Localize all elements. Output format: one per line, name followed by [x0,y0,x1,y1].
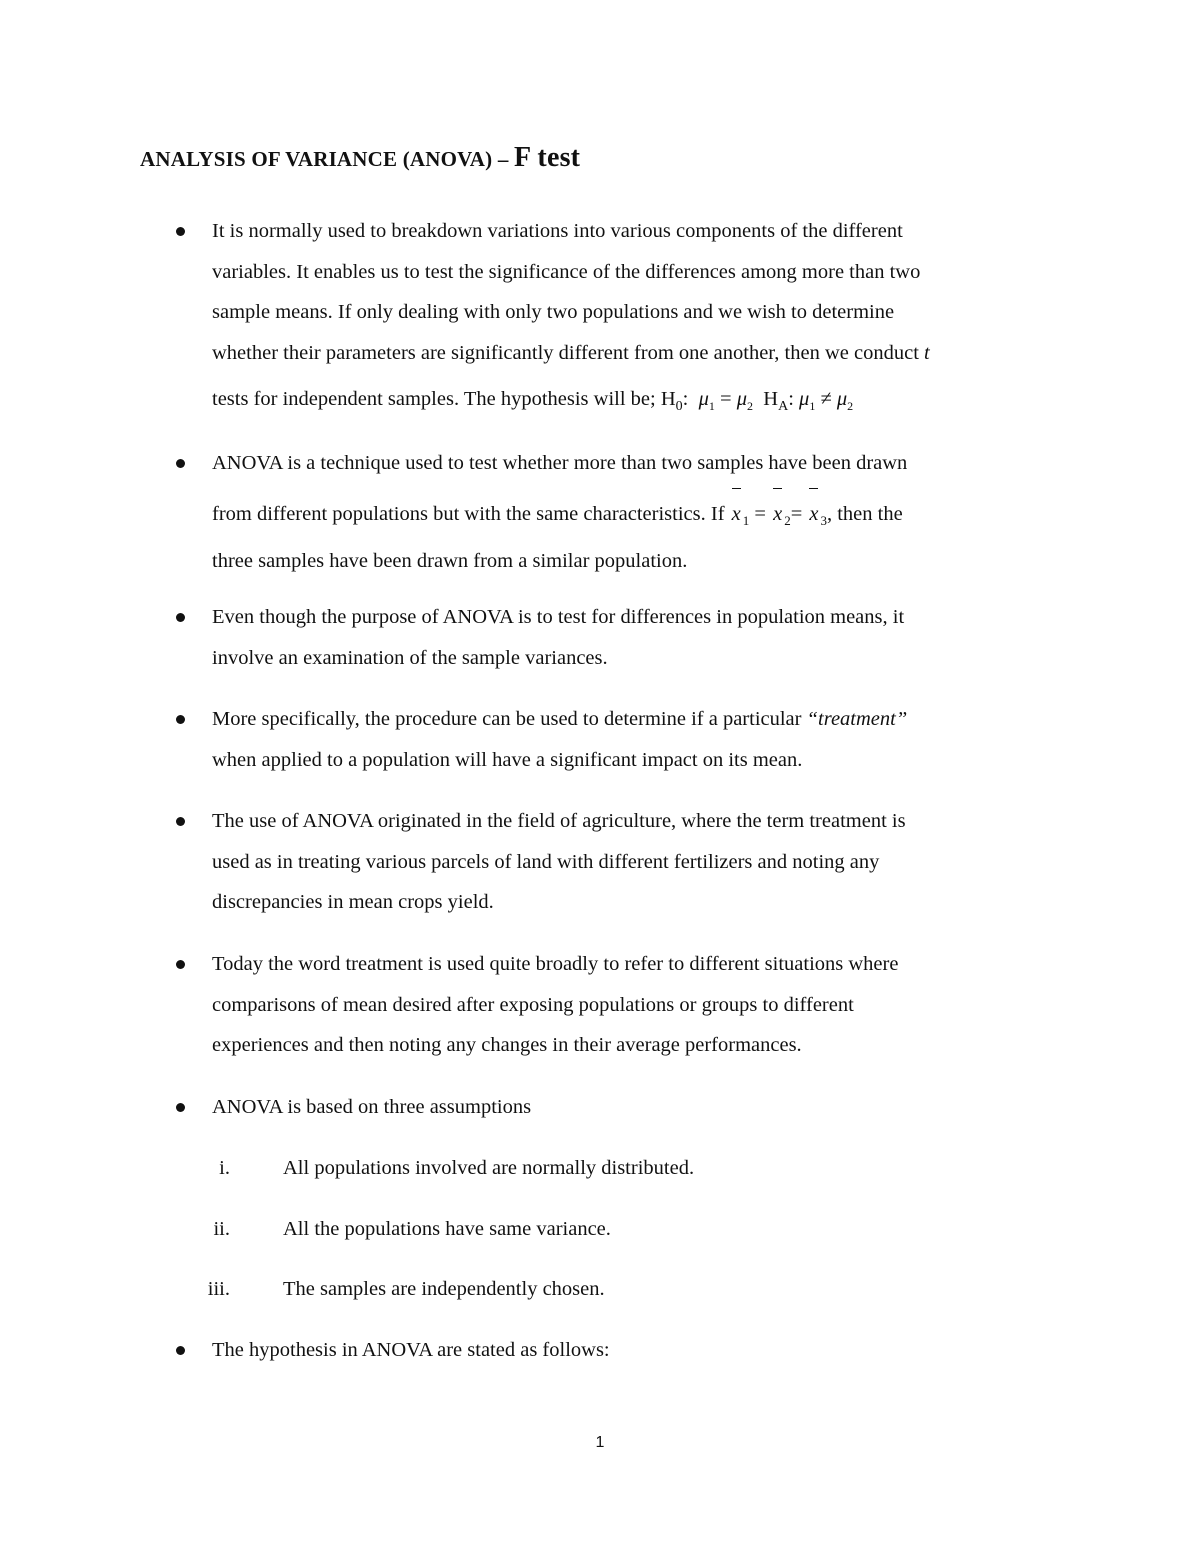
bullet-icon [176,715,185,724]
equals-sign: = [720,388,732,410]
title-main: ANALYSIS OF VARIANCE (ANOVA) – [140,147,514,171]
bullet-text [212,801,1042,923]
bullet-text [212,597,1042,678]
mu-subscript: 1 [708,399,715,414]
bullet-icon [176,613,185,622]
assumption-text: The samples are independently chosen. [283,1278,605,1300]
text-line: ANOVA is a technique used to test whether more than two samples have been drawn [212,452,908,474]
text-segment: More specifically, the procedure can be used to determine if a particular [212,708,807,730]
bullet-icon [176,459,185,468]
text-line: Today the word treatment is used quite broadly to refer to different situations where [212,953,899,975]
bullet-text [212,1330,1042,1371]
t-symbol: t [924,341,930,364]
roman-numeral: i. [219,1157,230,1179]
bullet-text [212,1087,1042,1128]
bullet-icon [176,960,185,969]
treatment-italic: “treatment” [806,708,908,730]
text-line: sample means. If only dealing with only two populations and we wish to determine [212,301,895,323]
mu-symbol: μ [736,388,748,410]
document-title [140,142,580,174]
assumption-text: All the populations have same variance. [283,1218,611,1240]
x-subscript: 2 [784,512,791,528]
x-bar-symbol: x [807,494,820,535]
text-line: ANOVA is based on three assumptions [212,1096,532,1118]
text-line: The use of ANOVA originated in the field of agriculture, where the term treatment is [212,810,906,832]
text-line [212,699,1042,740]
x-bar-symbol: x [730,494,743,535]
mu-subscript: 2 [747,399,754,414]
text-line: It is normally used to breakdown variations into various components of the different [212,220,903,242]
bullet-text [212,699,1042,780]
x-bar-symbol: x [771,494,784,535]
ha-letter: H [763,388,779,410]
text-line: when applied to a population will have a significant impact on its mean. [212,748,803,771]
text-segment: tests for independent samples. The hypothesis will be; H [212,388,676,410]
mu-symbol: μ [836,388,848,410]
text-line: involve an examination of the sample variances. [212,646,608,669]
x-subscript: 1 [742,512,750,528]
text-line: experiences and then noting any changes in their average performances. [212,1034,802,1056]
title-emphasis: F test [513,142,581,173]
text-segment: from different populations but with the same characteristics. If [212,502,725,525]
x-subscript: 3 [820,512,827,528]
bullet-text [212,443,1042,582]
text-line: comparisons of mean desired after exposing populations or groups to different [212,993,854,1016]
bullet-icon [176,1103,185,1112]
equation-line [212,494,1042,542]
hypothesis-line [212,379,1042,428]
roman-numeral: ii. [213,1218,230,1240]
ha-subscript: A [778,399,789,415]
text-line: three samples have been drawn from a similar population. [212,550,688,573]
text-line: used as in treating various parcels of land with different fertilizers and noting any [212,850,880,873]
assumption-text: All populations involved are normally distributed. [283,1157,695,1179]
bullet-text [212,944,1042,1066]
mu-symbol: μ [799,388,810,410]
equals-sign: = [790,502,803,525]
text-line: variables. It enables us to test the significance of the differences among more than two [212,260,921,283]
text-line: Even though the purpose of ANOVA is to test for differences in population means, it [212,606,905,628]
h0-subscript: 0 [675,399,683,415]
bullet-icon [176,227,185,236]
text-line [212,333,1042,374]
mu-subscript: 1 [809,399,816,414]
text-line: discrepancies in mean crops yield. [212,891,494,913]
mu-symbol: μ [698,388,709,410]
bullet-icon [176,1346,185,1355]
bullet-text [212,211,1042,428]
bullet-icon [176,817,185,826]
roman-numeral: iii. [207,1278,230,1300]
equals-sign: = [754,502,766,525]
text-line: The hypothesis in ANOVA are stated as follows: [212,1339,610,1361]
text-segment: whether their parameters are significantly different from one another, then we conduct [212,341,919,364]
page-number: 1 [595,1434,605,1451]
not-equals-sign: ≠ [820,388,832,410]
mu-subscript: 2 [847,399,854,414]
colon: : [788,388,794,410]
text-segment: , then the [826,502,903,525]
colon: : [682,388,689,410]
